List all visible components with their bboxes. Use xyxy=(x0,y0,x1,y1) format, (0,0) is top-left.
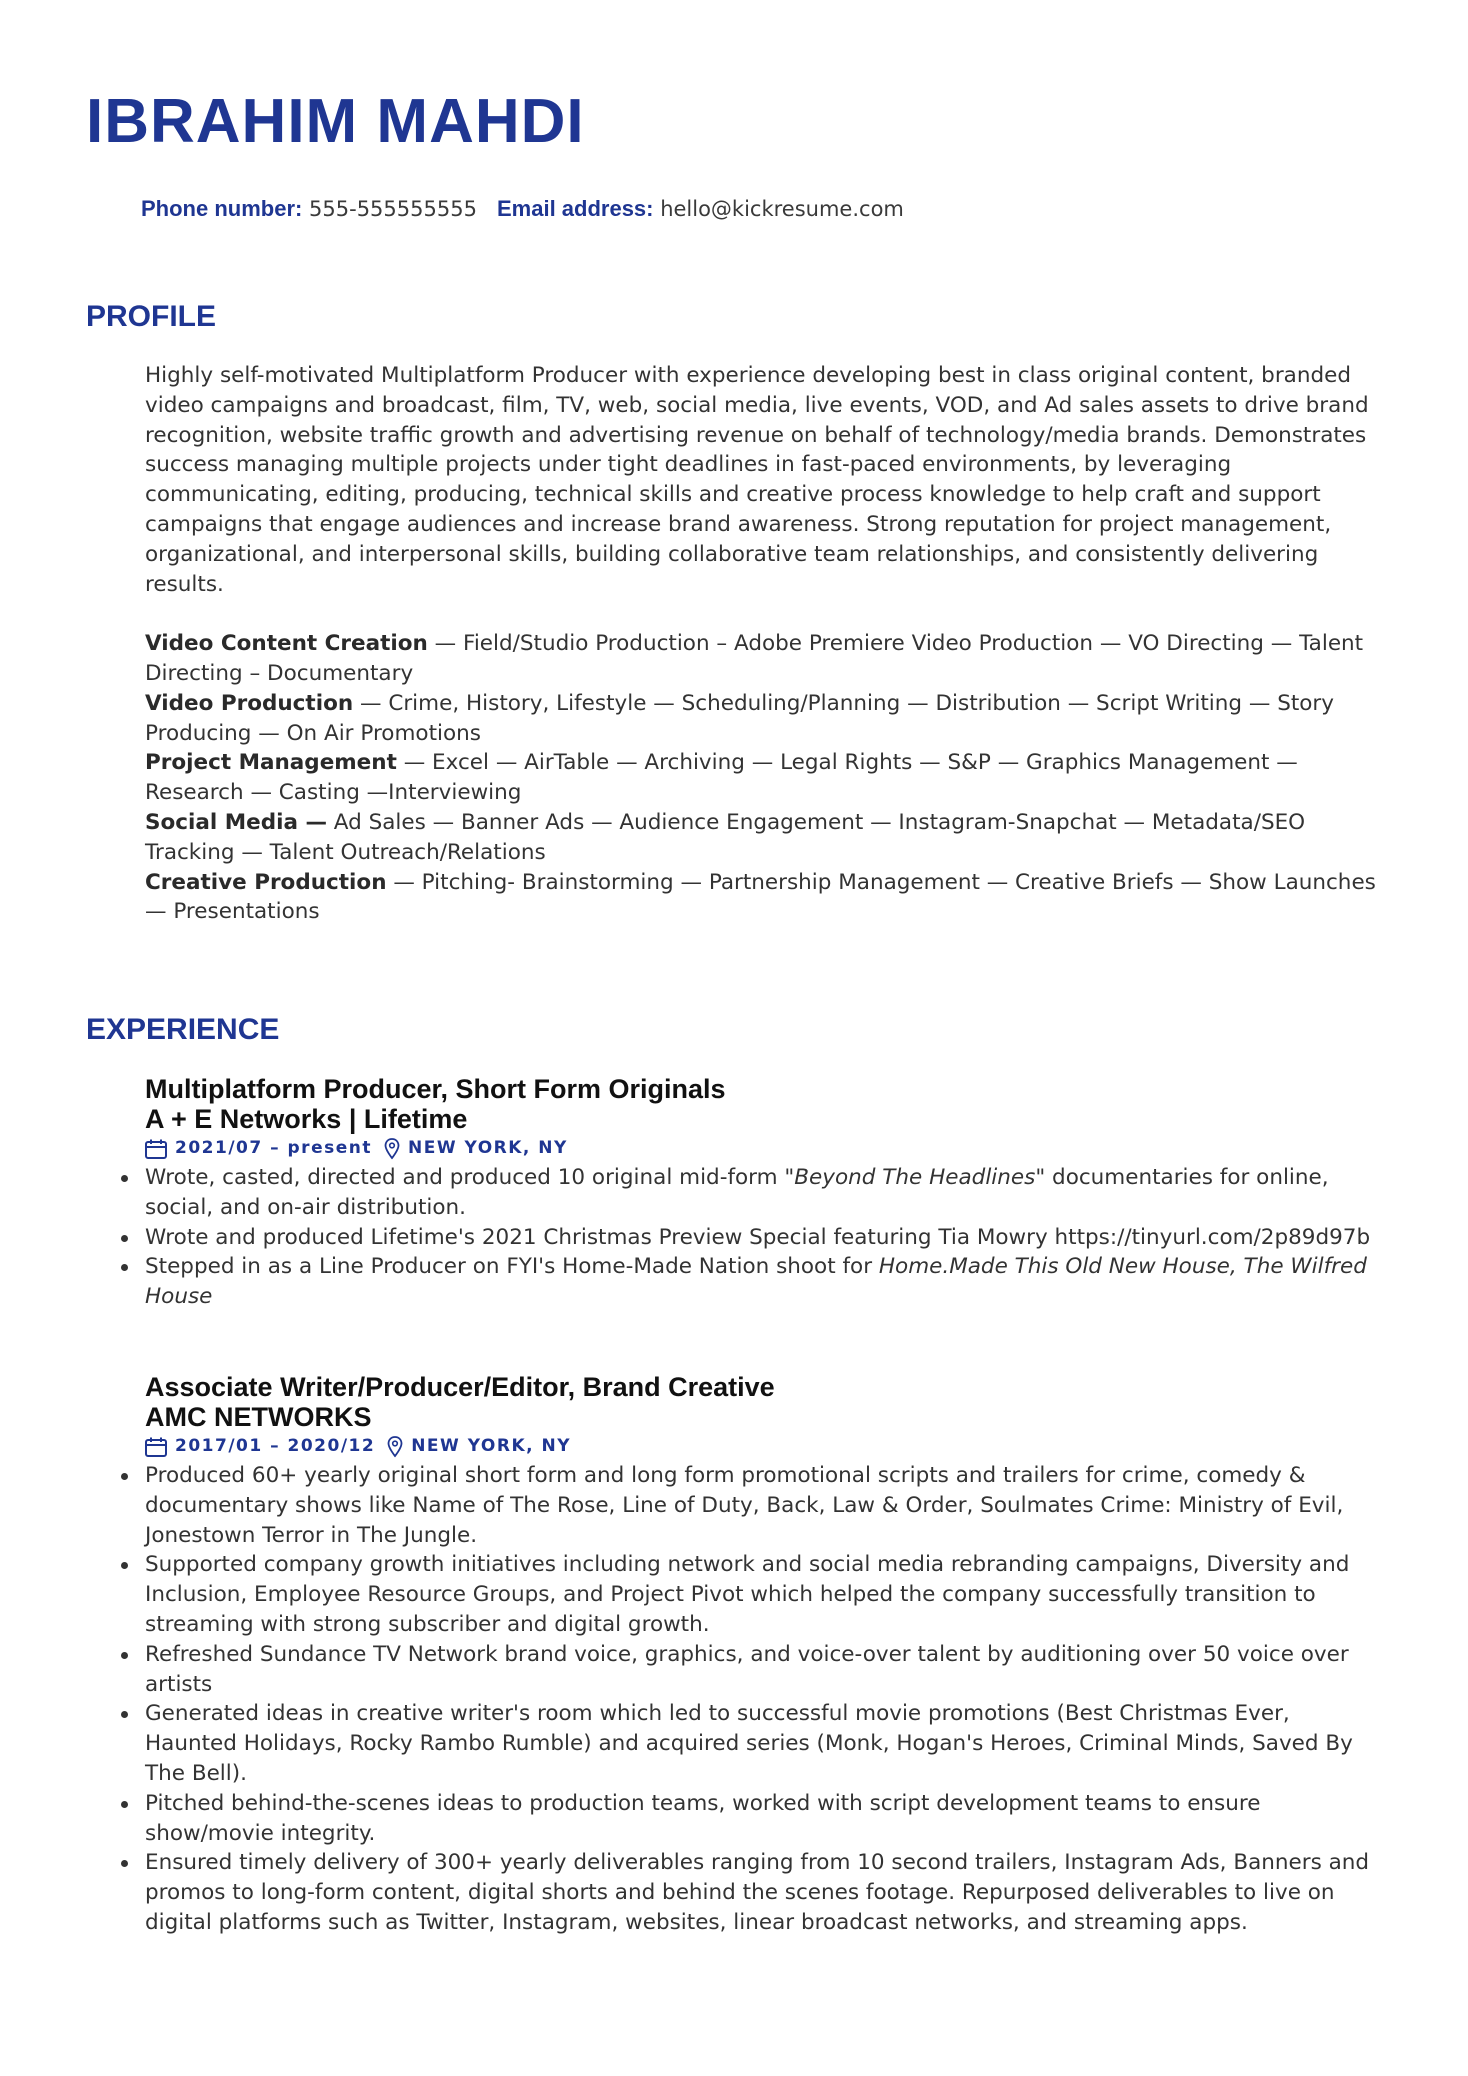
list-item: Ensured timely delivery of 300+ yearly deliverables ranging from 10 second trailers, Instagram Ads, Banners and promos to long-form content, digital shorts and behind the scenes footage. Repurposed deliverables to live on digital platforms such as Twitter, Instagram, websites, linear broadcast networks, and streaming apps. xyxy=(145,1848,1385,1937)
job-entry xyxy=(145,1074,1385,1312)
skill-label: Creative Production xyxy=(145,869,387,895)
skill-label: Project Management xyxy=(145,750,397,776)
skill-label: Video Content Creation xyxy=(145,631,428,657)
list-item: Refreshed Sundance TV Network brand voice, graphics, and voice-over talent by auditioning over 50 voice over artists xyxy=(145,1640,1385,1700)
calendar-icon xyxy=(145,1139,167,1159)
skill-text: — Pitching- Brainstorming — Partnership Management — Creative Briefs — Show Launches — Presentations xyxy=(145,869,1376,925)
calendar-icon xyxy=(145,1437,167,1457)
job-location: NEW YORK, NY xyxy=(411,1436,572,1457)
job-dates: 2021/07 – present xyxy=(175,1138,372,1159)
experience-heading: EXPERIENCE xyxy=(86,1013,280,1046)
job-title: Associate Writer/Producer/Editor, Brand Creative xyxy=(145,1372,775,1402)
list-item: Supported company growth initiatives including network and social media rebranding campaigns, Diversity and Inclusion, Employee Resource Groups, and Project Pivot which helped the company successfully transition to streaming with strong subscriber and digital growth. xyxy=(145,1550,1385,1639)
location-pin-icon xyxy=(387,1436,403,1458)
job-bullets xyxy=(145,1163,1385,1312)
job-dates: 2017/01 – 2020/12 xyxy=(175,1436,376,1457)
phone-label: Phone number: xyxy=(141,196,303,221)
location-pin-icon xyxy=(384,1138,400,1160)
job-title: Multiplatform Producer, Short Form Originals xyxy=(145,1074,726,1104)
skill-row xyxy=(145,748,1385,808)
list-item: Pitched behind-the-scenes ideas to production teams, worked with script development teams to ensure show/movie integrity. xyxy=(145,1789,1385,1849)
phone-value: 555-555555555 xyxy=(309,197,477,221)
job-location: NEW YORK, NY xyxy=(407,1138,568,1159)
skill-row xyxy=(145,689,1385,749)
job-company: A + E Networks | Lifetime xyxy=(145,1104,468,1134)
job-company: AMC NETWORKS xyxy=(145,1402,372,1432)
list-item: Wrote, casted, directed and produced 10 original mid-form "Beyond The Headlines" documentaries for online, social, and on-air distribution. xyxy=(145,1163,1385,1223)
skills-list xyxy=(145,629,1385,927)
job-bullets xyxy=(145,1461,1385,1938)
skill-text: — Excel — AirTable — Archiving — Legal Rights — S&P — Graphics Management — Research — Casting —Interviewing xyxy=(145,750,1298,806)
contact-line xyxy=(141,194,904,224)
profile-section xyxy=(145,361,1385,927)
list-item: Produced 60+ yearly original short form and long form promotional scripts and trailers for crime, comedy & documentary shows like Name of The Rose, Line of Duty, Back, Law & Order, Soulmates Crime: Ministry of Evil, Jonestown Terror in The Jungle. xyxy=(145,1461,1385,1550)
skill-row xyxy=(145,808,1385,868)
email-label: Email address: xyxy=(496,196,654,221)
skill-text: Ad Sales — Banner Ads — Audience Engagement — Instagram-Snapchat — Metadata/SEO Tracking — Talent Outreach/Relations xyxy=(145,809,1306,865)
list-item: Generated ideas in creative writer's room which led to successful movie promotions (Best Christmas Ever, Haunted Holidays, Rocky Rambo Rumble) and acquired series (Monk, Hogan's Heroes, Criminal Minds, Saved By The Bell). xyxy=(145,1699,1385,1788)
skill-label: Social Media — xyxy=(145,809,327,835)
email-value[interactable]: hello@kickresume.com xyxy=(660,197,904,221)
skill-row xyxy=(145,868,1385,928)
profile-summary: Highly self-motivated Multiplatform Producer with experience developing best in class original content, branded video campaigns and broadcast, film, TV, web, social media, live events, VOD, and Ad sales assets to drive brand recognition, website traffic growth and advertising revenue on behalf of technology/media brands. Demonstrates success managing multiple projects under tight deadlines in fast-paced environments, by leveraging communicating, editing, producing, technical skills and creative process knowledge to help craft and support campaigns that engage audiences and increase brand awareness. Strong reputation for project management, organizational, and interpersonal skills, building collaborative team relationships, and consistently delivering results. xyxy=(145,363,1369,597)
skill-label: Video Production xyxy=(145,690,354,716)
candidate-name: IBRAHIM MAHDI xyxy=(86,87,585,156)
skill-row xyxy=(145,629,1385,689)
job-meta xyxy=(145,1435,1385,1459)
profile-heading: PROFILE xyxy=(86,300,217,333)
list-item: Wrote and produced Lifetime's 2021 Christmas Preview Special featuring Tia Mowry https://tinyurl.com/2p89d97b xyxy=(145,1223,1385,1253)
job-meta xyxy=(145,1137,1385,1161)
skill-text: — Field/Studio Production – Adobe Premiere Video Production — VO Directing — Talent Directing – Documentary xyxy=(145,631,1364,686)
skill-text: — Crime, History, Lifestyle — Scheduling/Planning — Distribution — Script Writing — Story Producing — On Air Promotions xyxy=(145,690,1334,746)
list-item: Stepped in as a Line Producer on FYI's Home-Made Nation shoot for Home.Made This Old New House, The Wilfred House xyxy=(145,1252,1385,1312)
job-entry xyxy=(145,1372,1385,1938)
